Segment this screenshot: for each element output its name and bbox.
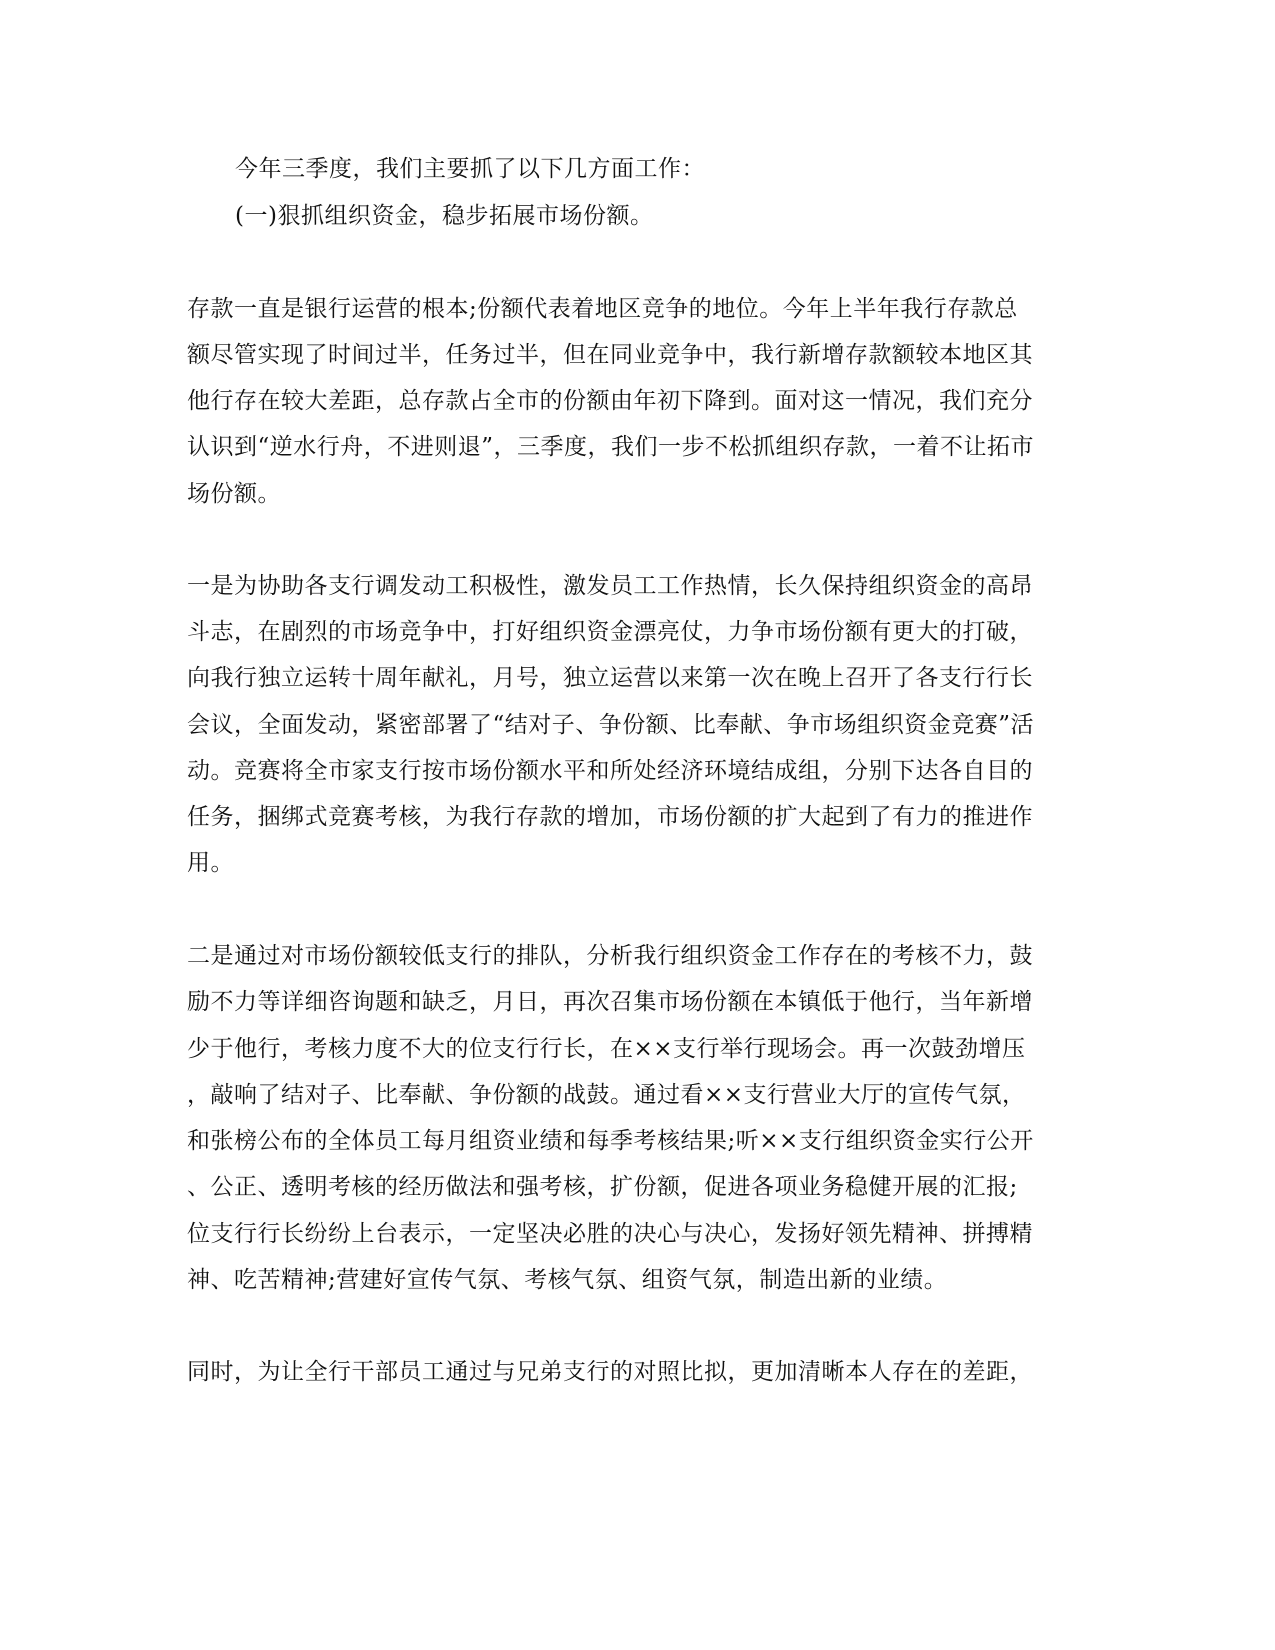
paragraph-line: 励不力等详细咨询题和缺乏，月日，再次召集市场份额在本镇低于他行，当年新增 [187,989,1033,1015]
paragraph-line: 一是为协助各支行调发动工积极性，激发员工工作热情，长久保持组织资金的高昂 [187,573,1033,599]
paragraph-line: 同时，为让全行干部员工通过与兄弟支行的对照比拟，更加清晰本人存在的差距， [187,1359,1033,1385]
paragraph-line: 、公正、透明考核的经历做法和强考核，扩份额，促进各项业务稳健开展的汇报; [187,1174,1018,1200]
paragraph-line: 额尽管实现了时间过半，任务过半，但在同业竞争中，我行新增存款额较本地区其 [187,342,1033,368]
paragraph-line: ，敲响了结对子、比奉献、争份额的战鼓。通过看××支行营业大厅的宣传气氛， [187,1082,1026,1108]
paragraph-line: 会议，全面发动，紧密部署了“结对子、争份额、比奉献、争市场组织资金竞赛”活 [187,712,1035,738]
paragraph-line: 存款一直是银行运营的根本;份额代表着地区竞争的地位。今年上半年我行存款总 [187,296,1018,322]
paragraph-line: 少于他行，考核力度不大的位支行行长，在××支行举行现场会。再一次鼓劲增压 [187,1036,1026,1062]
paragraph-line: 动。竞赛将全市家支行按市场份额水平和所处经济环境结成组，分别下达各自目的 [187,758,1033,784]
paragraph-line: 位支行行长纷纷上台表示，一定坚决必胜的决心与决心，发扬好领先精神、拼搏精 [187,1221,1033,1247]
paragraph-line: 神、吃苦精神;营建好宣传气氛、考核气氛、组资气氛，制造出新的业绩。 [187,1267,948,1293]
paragraph-line: 和张榜公布的全体员工每月组资业绩和每季考核结果;听××支行组织资金实行公开 [187,1128,1034,1154]
section-heading: (一)狠抓组织资金，稳步拓展市场份额。 [235,203,654,229]
paragraph-line: 向我行独立运转十周年献礼，月号，独立运营以来第一次在晚上召开了各支行行长 [187,665,1033,691]
paragraph-line: 斗志，在剧烈的市场竞争中，打好组织资金漂亮仗，力争市场份额有更大的打破， [187,619,1033,645]
paragraph-line: 用。 [187,850,234,876]
paragraph-line: 他行存在较大差距，总存款占全市的份额由年初下降到。面对这一情况，我们充分 [187,388,1033,414]
intro-line: 今年三季度，我们主要抓了以下几方面工作： [235,156,705,182]
paragraph-line: 场份额。 [187,481,281,507]
paragraph-line: 认识到“逆水行舟，不进则退”，三季度，我们一步不松抓组织存款，一着不让拓市 [187,434,1035,460]
paragraph-line: 任务，捆绑式竞赛考核，为我行存款的增加，市场份额的扩大起到了有力的推进作 [187,804,1033,830]
paragraph-line: 二是通过对市场份额较低支行的排队，分析我行组织资金工作存在的考核不力，鼓 [187,943,1033,969]
